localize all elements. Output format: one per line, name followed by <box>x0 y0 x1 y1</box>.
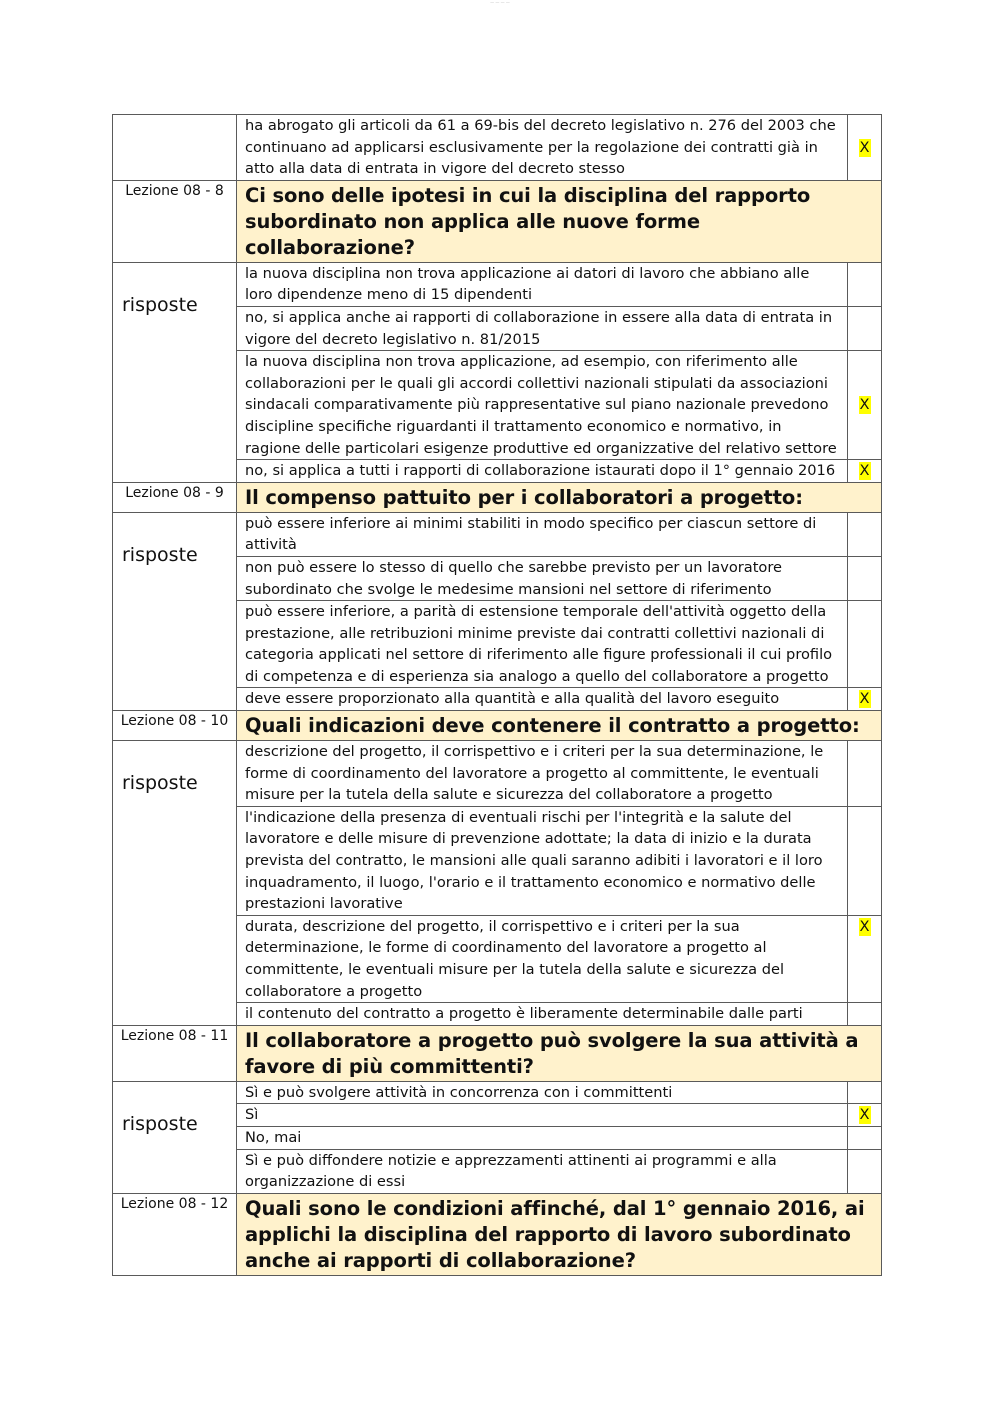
answer-mark-cell <box>848 262 882 306</box>
answer-mark-cell <box>848 460 882 483</box>
lesson-label: Lezione 08 - 10 <box>113 711 237 741</box>
question-text: Quali sono le condizioni affinché, dal 1° gennaio 2016, ai applichi la disciplina del rapporto di lavoro subordinato anche ai rapporti di collaborazione? <box>245 1196 865 1272</box>
answer-text: il contenuto del contratto a progetto è liberamente determinabile dalle parti <box>245 1005 803 1023</box>
risposte-label: risposte <box>113 1081 237 1193</box>
question-text: Quali indicazioni deve contenere il contratto a progetto: <box>245 714 860 738</box>
lesson-label: Lezione 08 - 12 <box>113 1193 237 1275</box>
answer-mark-cell <box>848 115 882 181</box>
answer-mark-cell <box>848 1081 882 1104</box>
quiz-table <box>112 114 882 1276</box>
question-row <box>113 180 882 262</box>
answer-row <box>113 741 882 807</box>
question-row <box>113 1025 882 1081</box>
answer-text: descrizione del progetto, il corrispettivo e i criteri per la sua determinazione, le forme di coordinamento del lavoratore a progetto al committente, le eventuali misure per la tutela della salute e sicurezza del collaboratore a progetto <box>245 743 824 804</box>
empty-label-cell <box>113 115 237 181</box>
answer-text: No, mai <box>245 1128 302 1146</box>
answer-row <box>113 262 882 306</box>
answer-mark-cell <box>848 806 882 915</box>
answer-text: l'indicazione della presenza di eventuali rischi per l'integrità e la salute del lavoratore e delle misure di prevenzione adottate; la data di inizio e la durata prevista del contratto, le mansioni alle quali saranno adibiti i lavoratori e il loro inquadramento, il luogo, l'orario e il trattamento economico e normativo delle prestazioni lavorative <box>245 808 823 913</box>
question-text: Il compenso pattuito per i collaboratori a progetto: <box>245 485 803 509</box>
answer-text: la nuova disciplina non trova applicazione ai datori di lavoro che abbiano alle loro dipendenze meno di 15 dipendenti <box>245 264 810 304</box>
answer-mark: X <box>859 138 870 156</box>
answer-mark-cell <box>848 1104 882 1127</box>
answer-mark-cell <box>848 915 882 1002</box>
lesson-label: Lezione 08 - 8 <box>113 180 237 262</box>
answer-mark: X <box>859 396 870 414</box>
question-text: Ci sono delle ipotesi in cui la disciplina del rapporto subordinato non applica alle nuove forme collaborazione? <box>245 183 811 259</box>
answer-mark-cell <box>848 1003 882 1026</box>
risposte-label: risposte <box>113 741 237 1026</box>
answer-mark-cell <box>848 306 882 350</box>
answer-text: Sì e può diffondere notizie e apprezzamenti attinenti ai programmi e alla organizzazione di essi <box>245 1151 777 1191</box>
answer-mark-cell <box>848 1126 882 1149</box>
answer-text: può essere inferiore ai minimi stabiliti in modo specifico per ciascun settore di attività <box>245 514 817 554</box>
answer-text: non può essere lo stesso di quello che sarebbe previsto per un lavoratore subordinato che svolge le medesime mansioni nel settore di riferimento <box>245 558 783 598</box>
question-row <box>113 482 882 512</box>
answer-mark-cell <box>848 351 882 460</box>
answer-mark: X <box>859 917 870 935</box>
page-header-mark: — — — — <box>490 0 510 5</box>
lesson-label: Lezione 08 - 11 <box>113 1025 237 1081</box>
answer-text: no, si applica anche ai rapporti di collaborazione in essere alla data di entrata in vigore del decreto legislativo n. 81/2015 <box>245 308 833 348</box>
answer-mark: X <box>859 1106 870 1124</box>
answer-mark-cell <box>848 741 882 807</box>
risposte-label: risposte <box>113 512 237 710</box>
answer-text: deve essere proporzionato alla quantità e alla qualità del lavoro eseguito <box>245 690 780 708</box>
answer-mark-cell <box>848 601 882 688</box>
answer-row <box>113 512 882 556</box>
answer-text: può essere inferiore, a parità di estensione temporale dell'attività oggetto della prestazione, alle retribuzioni minime previste dai contratti collettivi nazionali di categoria applicati nel settore di riferimento alle figure professionali il cui profilo di competenza e di esperienza sia analogo a quello del collaboratore a progetto <box>245 603 833 685</box>
lesson-label: Lezione 08 - 9 <box>113 482 237 512</box>
question-row <box>113 1193 882 1275</box>
answer-text: durata, descrizione del progetto, il corrispettivo e i criteri per la sua determinazione, le forme di coordinamento del lavoratore a progetto al committente, le eventuali misure per la tutela della salute e sicurezza del collaboratore a progetto <box>245 917 785 1000</box>
answer-mark-cell <box>848 688 882 711</box>
answer-mark-cell <box>848 1149 882 1193</box>
answer-text: Sì e può svolgere attività in concorrenza con i committenti <box>245 1083 673 1101</box>
answer-text: la nuova disciplina non trova applicazione, ad esempio, con riferimento alle collaborazioni per le quali gli accordi collettivi nazionali stipulati da associazioni sindacali comparativamente più rappresentative sul piano nazionale prevedono discipline specifiche riguardanti il trattamento economico e normativo, in ragione delle particolari esigenze produttive ed organizzative del relativo settore <box>245 353 837 457</box>
answer-text: Sì <box>245 1106 259 1124</box>
risposte-label: risposte <box>113 262 237 482</box>
question-row <box>113 711 882 741</box>
top-answer-row <box>113 115 882 181</box>
answer-text: no, si applica a tutti i rapporti di collaborazione istaurati dopo il 1° gennaio 2016 <box>245 462 836 480</box>
answer-row <box>113 1081 882 1104</box>
answer-mark: X <box>859 690 870 708</box>
answer-mark-cell <box>848 556 882 600</box>
answer-text: ha abrogato gli articoli da 61 a 69-bis del decreto legislativo n. 276 del 2003 che continuano ad applicarsi esclusivamente per la regolazione dei contratti già in atto alla data di entrata in vigore del decreto stesso <box>245 117 836 178</box>
answer-mark: X <box>859 462 870 480</box>
question-text: Il collaboratore a progetto può svolgere la sua attività a favore di più committenti? <box>245 1028 859 1078</box>
answer-mark-cell <box>848 512 882 556</box>
